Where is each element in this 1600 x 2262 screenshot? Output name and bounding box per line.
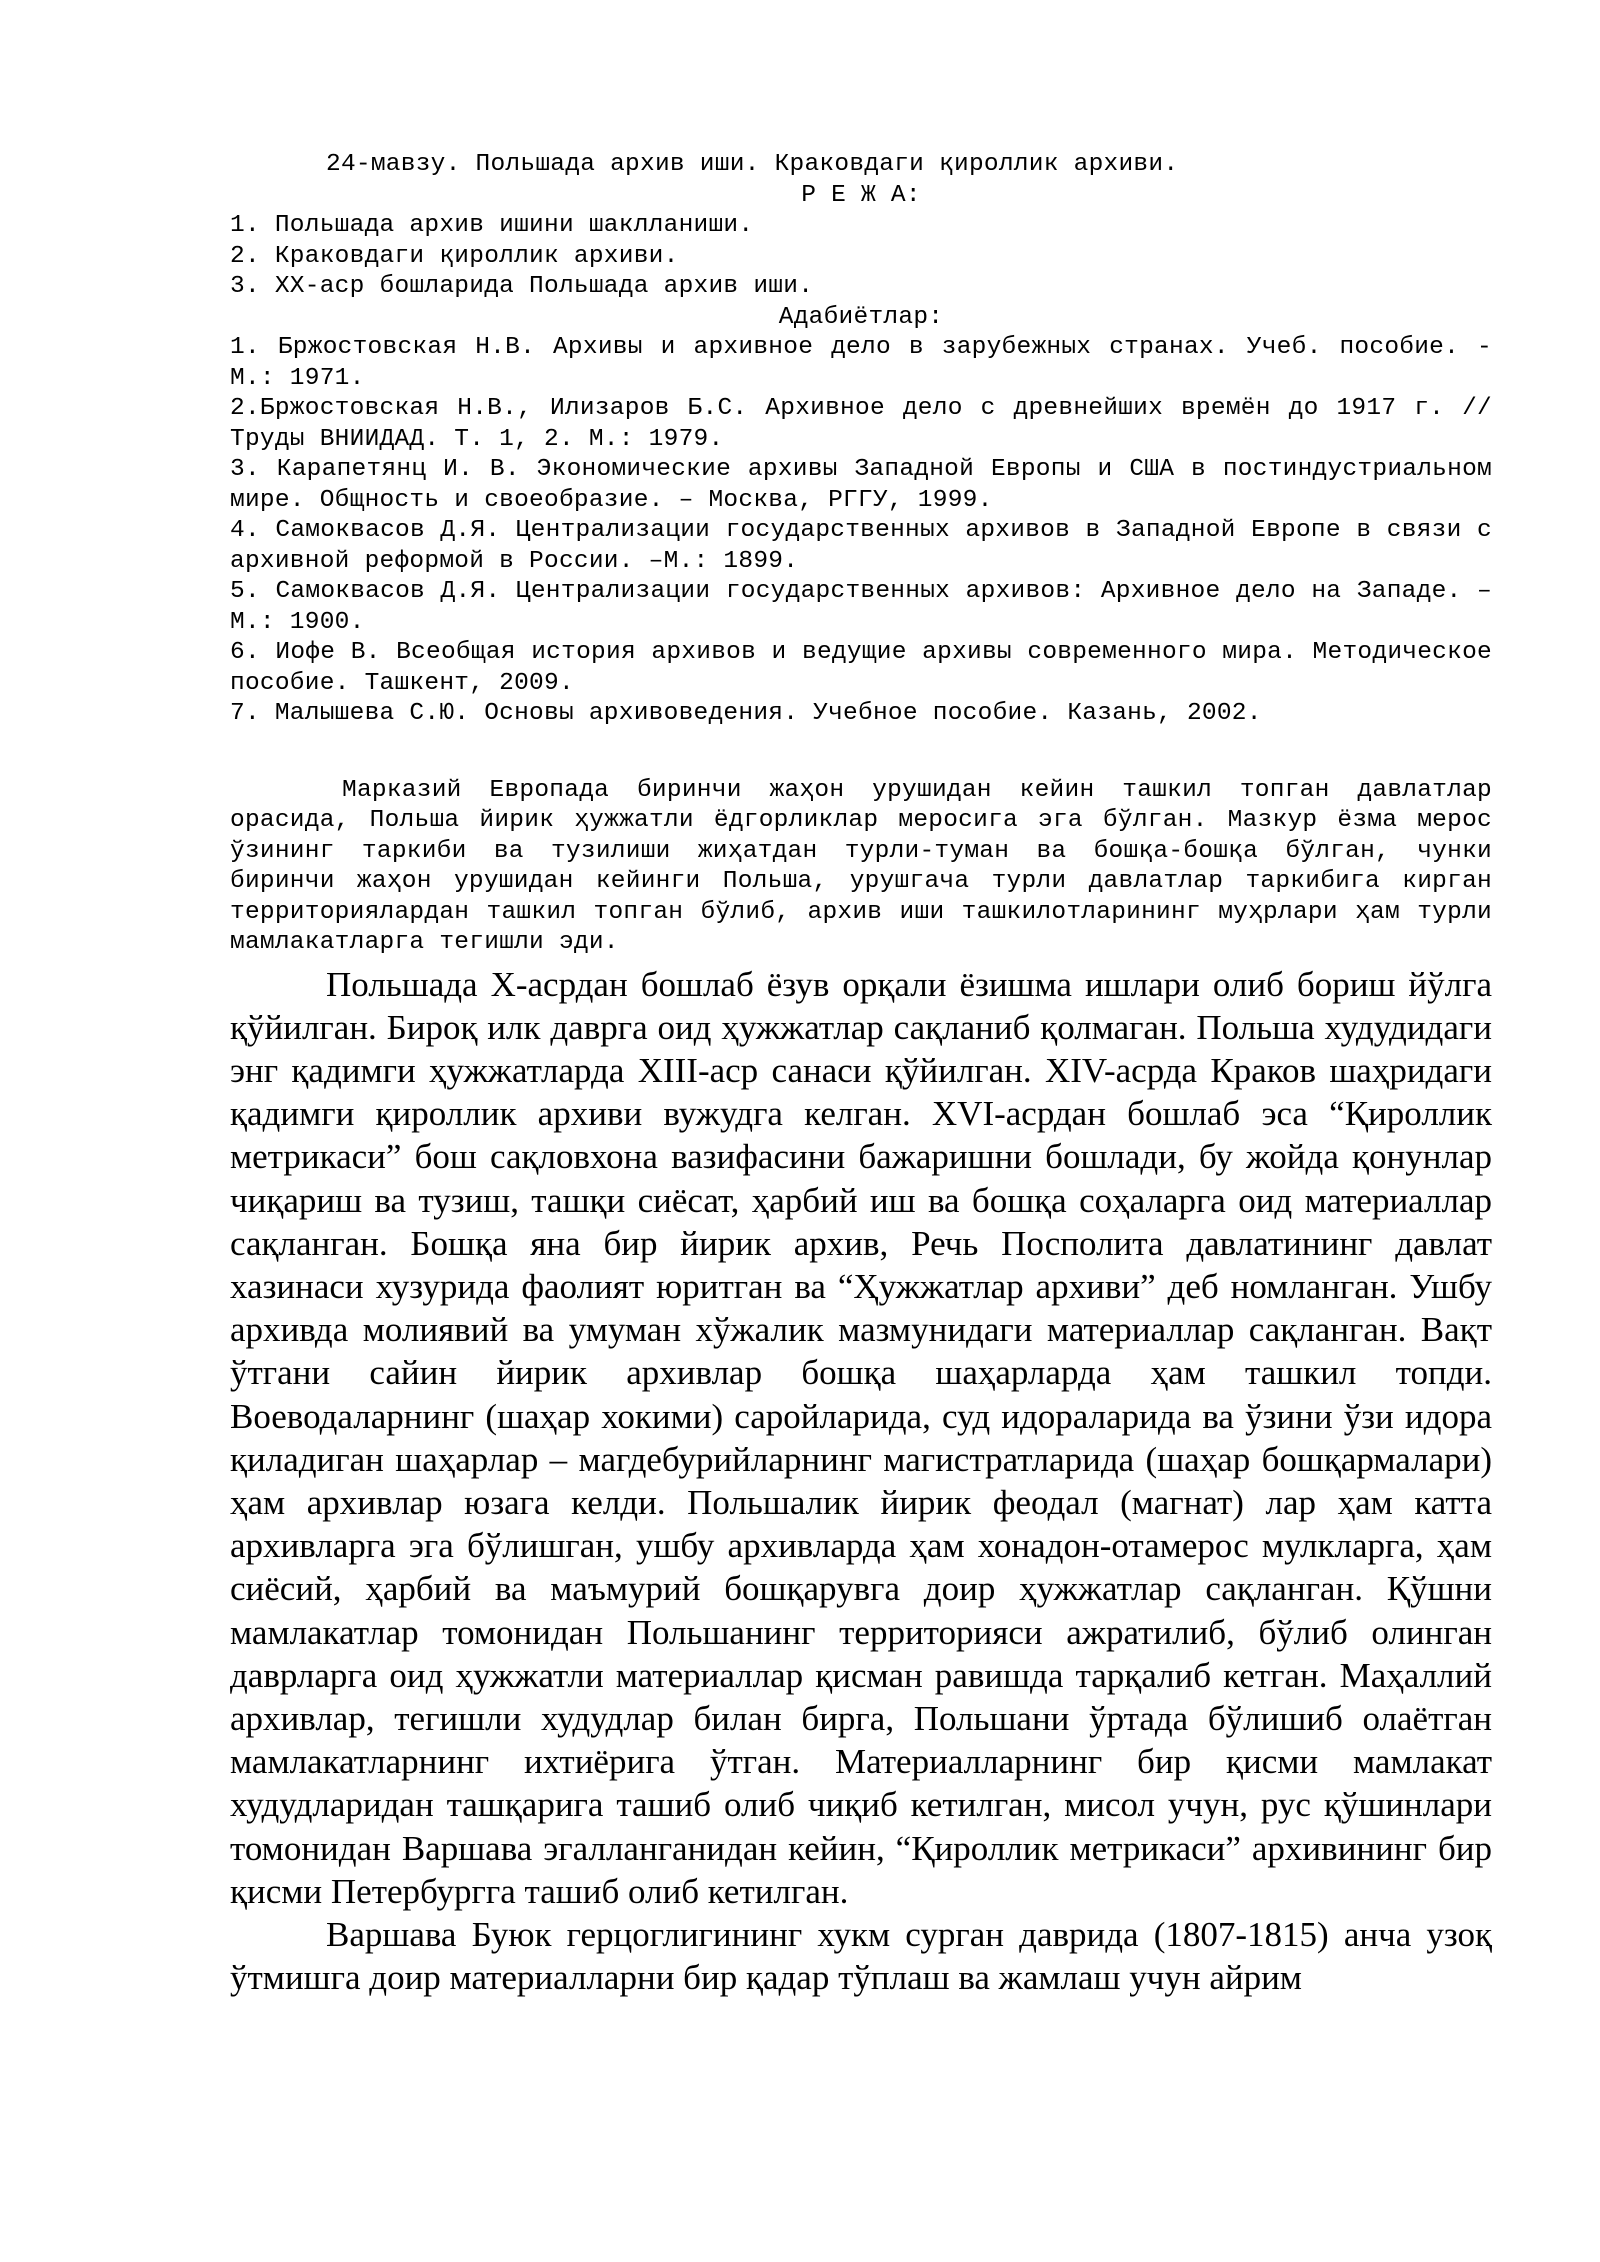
literature-item: 6. Иофе В. Всеобщая история архивов и ведущие архивы современного мира. Методическое пособие. Ташкент, 2009. — [230, 639, 1492, 697]
plan-item: 2. Краковдаги қироллик архиви. — [230, 242, 679, 270]
literature-item: 1. Бржостовская Н.В. Архивы и архивное дело в зарубежных странах. Учеб. пособие. - М.: 1971. — [230, 334, 1492, 392]
plan-item: 1. Польшада архив ишини шаклланиши. — [230, 212, 754, 239]
literature-heading: Адабиётлар: — [778, 303, 944, 331]
header-block — [230, 150, 1492, 959]
plan-item: 3. XX-аср бошларида Польшада архив иши. — [230, 273, 814, 300]
blank-space — [230, 730, 1492, 776]
literature-item: 2.Бржостовская Н.В., Илизаров Б.С. Архивное дело с древнейших времён до 1917 г. // Труды ВНИИДАД. Т. 1, 2. М.: 1979. — [230, 395, 1492, 453]
document-page — [230, 150, 1492, 1999]
literature-item: 5. Самоквасов Д.Я. Централизации государственных архивов: Архивное дело на Западе. –М.: 1900. — [230, 578, 1492, 636]
body-paragraph: Варшава Буюк герцоглигининг хукм сурган даврида (1807-1815) анча узоқ ўтмишга доир материалларни бир қадар тўплаш ва жамлаш учун айрим — [230, 1914, 1492, 1998]
lecture-title: 24-мавзу. Польшада архив иши. Краковдаги қироллик архиви. — [326, 151, 1179, 178]
main-text — [230, 963, 1492, 2000]
literature-item: 3. Карапетянц И. В. Экономические архивы Западной Европы и США в постиндустриальном мире. Общность и своеобразие. – Москва, РГГУ, 1999. — [230, 456, 1492, 514]
literature-item: 7. Малышева С.Ю. Основы архивоведения. Учебное пособие. Казань, 2002. — [230, 700, 1262, 727]
intro-paragraph: Марказий Европада биринчи жаҳон урушидан кейин ташкил топган давлатлар орасида, Польша йирик ҳужжатли ёдгорликлар меросига эга бўлган. Мазкур ёзма мерос ўзининг таркиби ва тузилиши жиҳатдан турли-туман ва бошқа-бошқа бўлган, чунки биринчи жаҳон урушидан кейинги Польша, урушгача турли давлатлар таркибига кирган территориялардан ташкил топган бўлиб, архив иши ташкилотларининг муҳрлари ҳам турли мамлакатларга тегишли эди. — [230, 776, 1492, 956]
plan-heading: Р Е Ж А: — [801, 181, 921, 209]
body-paragraph: Польшада X-асрдан бошлаб ёзув орқали ёзишма ишлари олиб бориш йўлга қўйилган. Бироқ илк даврга оид ҳужжатлар сақланиб қолмаган. Польша худудидаги энг қадимги ҳужжатларда XIII-аср санаси қўйилган. XIV-асрда Краков шаҳридаги қадимги қироллик архиви вужудга келган. XVI-асрдан бошлаб эса “Қироллик метрикаси” бош сақловхона вазифасини бажаришни бошлади, бу жойда қонунлар чиқариш ва тузиш, ташқи сиёсат, ҳарбий иш ва бошқа соҳаларга оид материаллар сақланган. Бошқа яна бир йирик архив, Речь Посполита давлатининг давлат хазинаси хузурида фаолият юритган ва “Ҳужжатлар архиви” деб номланган. Ушбу архивда молиявий ва умуман хўжалик мазмунидаги материаллар сақланган. Вақт ўтгани сайин йирик архивлар бошқа шаҳарларда ҳам ташкил топди. Воеводаларнинг (шаҳар хокими) саройларида, суд идораларида ва ўзини ўзи идора қиладиган шаҳарлар – магдебурийларнинг магистратларида (шаҳар бошқармалари) ҳам архивлар юзага келди. Польшалик йирик феодал (магнат) лар ҳам катта архивларга эга бўлишган, ушбу архивларда ҳам хонадон-отамерос мулкларга, ҳам сиёсий, ҳарбий ва маъмурий бошқарувга доир ҳужжатлар сақланган. Қўшни мамлакатлар томонидан Польшанинг территорияси ажратилиб, бўлиб олинган даврларга оид ҳужжатли материаллар қисман равишда тарқалиб кетган. Маҳаллий архивлар, тегишли худудлар билан бирга, Польшани ўртада бўлишиб олаётган мамлакатларнинг ихтиёрига ўтган. Материалларнинг бир қисми мамлакат худудларидан ташқарига ташиб олиб чиқиб кетилган, мисол учун, рус қўшинлари томонидан Варшава эгалланганидан кейин, “Қироллик метрикаси” архивининг бир қисми Петербургга ташиб олиб кетилган. — [230, 964, 1492, 1911]
literature-item: 4. Самоквасов Д.Я. Централизации государственных архивов в Западной Европе в связи с архивной реформой в России. –М.: 1899. — [230, 517, 1492, 575]
